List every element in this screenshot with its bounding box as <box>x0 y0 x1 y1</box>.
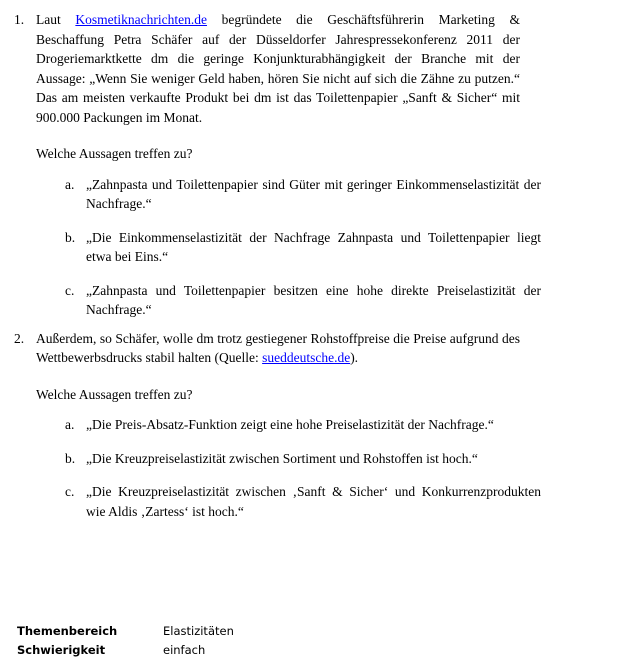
answer-marker: b. <box>65 450 76 466</box>
difficulty-label: Schwierigkeit <box>17 643 106 657</box>
topic-label: Themenbereich <box>17 624 118 638</box>
answer-text: „Die Preis-Absatz-Funktion zeigt eine hohe Preiselastizität der Nachfrage.“ <box>86 417 494 432</box>
answer-text: „Zahnpasta und Toilettenpapier besitzen eine hohe direkte Preiselastizität der Nachfrage.“ <box>86 282 541 317</box>
question-body <box>36 10 520 127</box>
topic-value: Elastizitäten <box>163 624 234 638</box>
answer-item <box>36 228 541 267</box>
answer-item <box>36 281 541 320</box>
question-text-after-link: begründete die Geschäftsführerin Marketing & Beschaffung Petra Schäfer auf der Düsseldorfer Jahrespressekonferenz 2011 der Drogeriemarktkette dm die geringe Konjunkturabhängigkeit der Branche mit der Aussage: „Wenn Sie weniger Geld haben, hören Sie nicht auf sich die Zähne zu putzen.“ Das am meisten verkaufte Produkt bei dm ist das Toilettenpapier „Sanft & Sicher“ mit 900.000 Packungen im Monat. <box>36 12 520 125</box>
question-list <box>0 10 640 521</box>
question-text-before-link: Laut <box>36 12 76 27</box>
metadata-row-difficulty <box>17 641 234 660</box>
question-item <box>0 10 640 320</box>
answer-text: „Zahnpasta und Toilettenpapier sind Güter mit geringer Einkommenselastizität der Nachfrage.“ <box>86 176 541 211</box>
answer-text: „Die Einkommenselastizität der Nachfrage Zahnpasta und Toilettenpapier liegt etwa bei Eins.“ <box>86 229 541 264</box>
kosmetiknachrichten-link[interactable]: Kosmetiknachrichten.de <box>75 12 207 27</box>
answer-text: „Die Kreuzpreiselastizität zwischen ‚Sanft & Sicher‘ und Konkurrenzprodukten wie Aldis ‚Zartess‘ ist hoch.“ <box>86 484 541 519</box>
answer-marker: b. <box>65 229 76 245</box>
answer-text: „Die Kreuzpreiselastizität zwischen Sortiment und Rohstoffen ist hoch.“ <box>86 450 478 466</box>
answer-marker: a. <box>65 176 75 192</box>
section-spacer <box>0 320 640 329</box>
question-body <box>36 329 520 368</box>
answer-item <box>36 175 541 214</box>
answer-item <box>36 415 541 435</box>
question-prompt: Welche Aussagen treffen zu? <box>36 146 193 161</box>
metadata-row-topic <box>17 622 234 641</box>
sueddeutsche-link[interactable]: sueddeutsche.de <box>262 350 351 365</box>
question-marker: 1. <box>14 12 25 27</box>
answer-list <box>36 415 640 521</box>
document-metadata <box>17 622 234 660</box>
answer-item <box>36 449 541 469</box>
answer-list <box>36 175 640 320</box>
question-text-before-link: Außerdem, so Schäfer, wolle dm trotz gestiegener Rohstoffpreise die Preise aufgrund des Wettbewerbsdrucks stabil halten (Quelle: <box>36 330 520 365</box>
question-text-after-link: ). <box>350 350 359 365</box>
question-marker: 2. <box>14 330 25 346</box>
question-item <box>0 329 640 522</box>
difficulty-value: einfach <box>163 643 206 657</box>
question-prompt: Welche Aussagen treffen zu? <box>36 386 193 402</box>
answer-marker: c. <box>65 282 75 298</box>
answer-marker: a. <box>65 417 75 432</box>
answer-item <box>36 482 541 521</box>
answer-marker: c. <box>65 484 75 499</box>
